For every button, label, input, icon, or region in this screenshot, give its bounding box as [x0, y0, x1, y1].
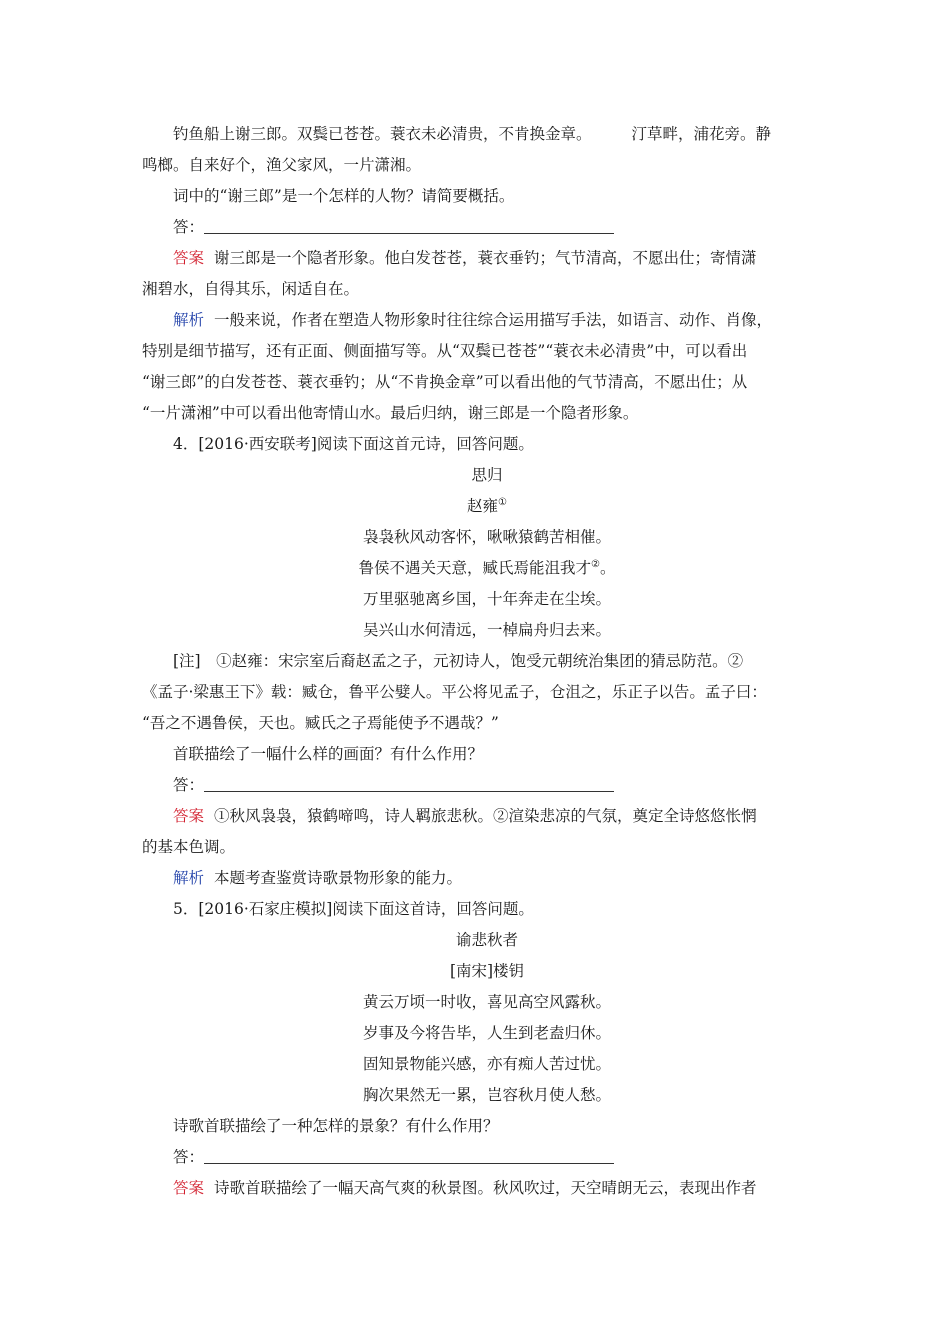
poem-title: 思归 [471, 466, 503, 484]
answer-field-row [142, 212, 812, 243]
analysis-line [142, 863, 812, 894]
footnote-marker: ② [591, 559, 600, 570]
answer-label: 答案 [173, 1179, 205, 1197]
answer-line [142, 243, 812, 274]
analysis-label: 解析 [173, 869, 205, 887]
poem-line: 胸次果然无一累，岂容秋月使人愁。 [362, 1086, 611, 1104]
analysis-line: “谢三郎”的白发苍苍、蓑衣垂钓；从“不肯换金章”可以看出他的气节清高，不愿出仕；从 [142, 373, 748, 391]
poem-text: 汀草畔，浦花旁。静 [631, 125, 772, 143]
answer-prompt: 答： [173, 1148, 205, 1166]
question-header: 5．[2016·石家庄模拟]阅读下面这首诗，回答问题。 [173, 900, 534, 918]
answer-field-row [142, 770, 812, 801]
poem-line [142, 553, 812, 584]
answer-line: 湘碧水，自得其乐，闲适自在。 [142, 280, 360, 298]
note-line: 《孟子·梁惠王下》载：臧仓，鲁平公嬖人。平公将见孟子，仓沮之，乐正子以告。孟子曰： [142, 683, 767, 701]
poem-line: 吴兴山水何清远，一棹扁舟归去来。 [362, 621, 611, 639]
answer-text: 谢三郎是一个隐者形象。他白发苍苍，蓑衣垂钓；气节清高，不愿出仕；寄情潇 [214, 249, 757, 267]
note-line: “吾之不遇鲁侯，天也。臧氏之子焉能使予不遇哉？” [142, 714, 499, 732]
question-header: 4．[2016·西安联考]阅读下面这首元诗，回答问题。 [173, 435, 534, 453]
analysis-text: 本题考查鉴赏诗歌景物形象的能力。 [214, 869, 463, 887]
answer-text: ①秋风袅袅，猿鹤啼鸣，诗人羁旅悲秋。②渲染悲凉的气氛，奠定全诗悠悠怅惘 [214, 807, 757, 825]
poem-text: 钓鱼船上谢三郎。双鬓已苍苍。蓑衣未必清贵，不肯换金章。 [173, 125, 592, 143]
poem-line: 万里驱驰离乡国，十年奔走在尘埃。 [362, 590, 611, 608]
poem-line: 袅袅秋风动客怀，啾啾猿鹤苦相催。 [362, 528, 611, 546]
question-text: 首联描绘了一幅什么样的画面？有什么作用？ [173, 745, 484, 763]
footnote-marker: ① [498, 497, 507, 508]
answer-label: 答案 [173, 807, 205, 825]
poem-title: 谕悲秋者 [455, 931, 518, 949]
poem-line: 固知景物能兴感，亦有痴人苦过忧。 [362, 1055, 611, 1073]
answer-text: 诗歌首联描绘了一幅天高气爽的秋景图。秋风吹过，天空晴朗无云，表现出作者 [214, 1179, 757, 1197]
answer-blank-line[interactable] [204, 773, 614, 792]
analysis-text: 一般来说，作者在塑造人物形象时往往综合运用描写手法，如语言、动作、肖像， [214, 311, 773, 329]
poem-line-text: 鲁侯不遇关天意，臧氏焉能沮我才 [358, 559, 592, 577]
answer-line [142, 801, 812, 832]
answer-field-row [142, 1142, 812, 1173]
poem-text-line [142, 119, 812, 150]
note-line: [注] ①赵雍：宋宗室后裔赵孟之子，元初诗人，饱受元朝统治集团的猜忌防范。② [173, 652, 744, 670]
answer-line [142, 1173, 812, 1204]
answer-blank-line[interactable] [204, 215, 614, 234]
poem-line-text: 。 [599, 559, 616, 577]
poem-author: [南宋]楼钥 [449, 962, 525, 980]
answer-line: 的基本色调。 [142, 838, 236, 856]
analysis-line: “一片潇湘”中可以看出他寄情山水。最后归纳，谢三郎是一个隐者形象。 [142, 404, 639, 422]
analysis-line [142, 305, 812, 336]
document-page [142, 119, 812, 1204]
answer-prompt: 答： [173, 776, 205, 794]
question-text: 诗歌首联描绘了一种怎样的景象？有什么作用？ [173, 1117, 499, 1135]
poem-line: 岁事及今将告毕，人生到老盍归休。 [362, 1024, 611, 1042]
analysis-label: 解析 [173, 311, 205, 329]
question-text: 词中的“谢三郎”是一个怎样的人物？请简要概括。 [173, 187, 515, 205]
answer-blank-line[interactable] [204, 1145, 614, 1164]
answer-prompt: 答： [173, 218, 205, 236]
poem-line: 黄云万顷一时收，喜见高空风露秋。 [362, 993, 611, 1011]
poem-text-line: 鸣榔。自来好个，渔父家风，一片潇湘。 [142, 156, 422, 174]
poem-author-name: 赵雍 [467, 497, 499, 515]
poem-author [142, 491, 812, 522]
analysis-line: 特别是细节描写，还有正面、侧面描写等。从“双鬓已苍苍”“蓑衣未必清贵”中，可以看出 [142, 342, 748, 360]
answer-label: 答案 [173, 249, 205, 267]
